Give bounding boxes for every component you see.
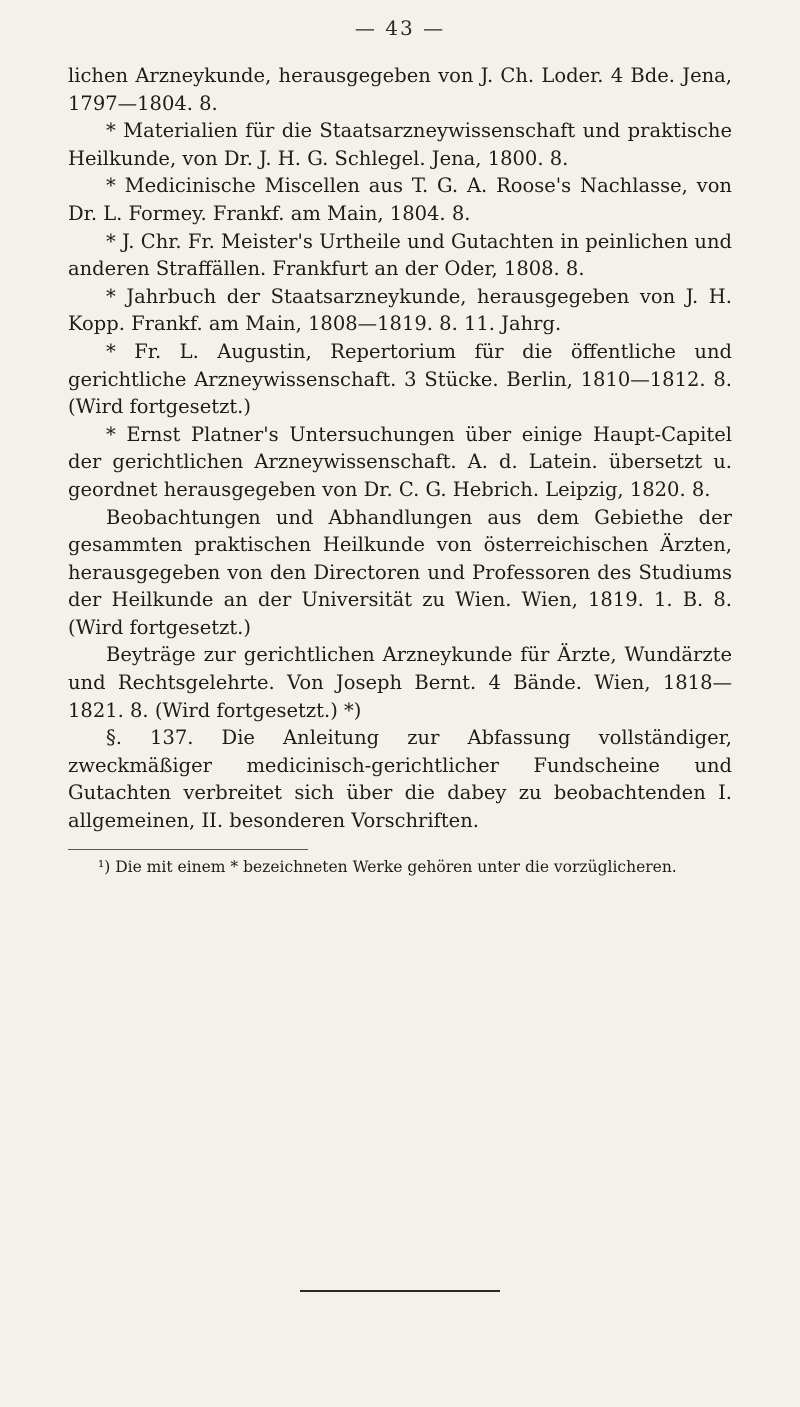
bibliography-entry: * Fr. L. Augustin, Repertorium für die öffentliche und gerichtliche Arzneywissenschaft. 3 Stücke. Berlin, 1810—1812. 8. (Wird fortgesetzt.) <box>68 339 732 419</box>
bottom-ornament-rule <box>300 1290 500 1292</box>
footnote-divider <box>68 849 308 850</box>
footnote: ¹) Die mit einem * bezeichneten Werke gehören unter die vorzüglicheren. <box>98 857 677 876</box>
bibliography-entry: Beyträge zur gerichtlichen Arzneykunde für Ärzte, Wundärzte und Rechtsgelehrte. Von Joseph Bernt. 4 Bände. Wien, 1818—1821. 8. (Wird fortgesetzt.) *) <box>68 643 732 722</box>
bibliography-entry: lichen Arzneykunde, herausgegeben von J. Ch. Loder. 4 Bde. Jena, 1797—1804. 8. <box>68 64 732 115</box>
page-number-header: — 43 — <box>354 16 446 40</box>
bibliography-entry: Beobachtungen und Abhandlungen aus dem Gebiethe der gesammten praktischen Heilkunde von österreichischen Ärzten, herausgegeben von den Directoren und Professoren des Studiums der Heilkunde an der Universität zu Wien. Wien, 1819. 1. B. 8. (Wird fortgesetzt.) <box>68 505 732 639</box>
section-paragraph: §. 137. Die Anleitung zur Abfassung vollständiger, zweckmäßiger medicinisch-gerichtlicher Fundscheine und Gutachten verbreitet sich über die dabey zu beobachtenden I. allgemeinen, II. besonderen Vorschriften. <box>68 726 732 833</box>
bibliography-entry: * Materialien für die Staatsarzneywissenschaft und praktische Heilkunde, von Dr. J. H. G. Schlegel. Jena, 1800. 8. <box>68 119 732 170</box>
bibliography-entry: * Medicinische Miscellen aus T. G. A. Roose's Nachlasse, von Dr. L. Formey. Frankf. am Main, 1804. 8. <box>68 174 732 225</box>
bibliography-entry: * Jahrbuch der Staatsarzneykunde, herausgegeben von J. H. Kopp. Frankf. am Main, 1808—1819. 8. 11. Jahrg. <box>68 284 732 336</box>
bibliography-entry: * J. Chr. Fr. Meister's Urtheile und Gutachten in peinlichen und anderen Straffällen. Frankfurt an der Oder, 1808. 8. <box>68 229 732 281</box>
bibliography-list <box>68 62 732 835</box>
bibliography-entry: * Ernst Platner's Untersuchungen über einige Haupt-Capitel der gerichtlichen Arzneywissenschaft. A. d. Latein. übersetzt u. geordnet herausgegeben von Dr. C. G. Hebrich. Leipzig, 1820. 8. <box>68 422 732 501</box>
